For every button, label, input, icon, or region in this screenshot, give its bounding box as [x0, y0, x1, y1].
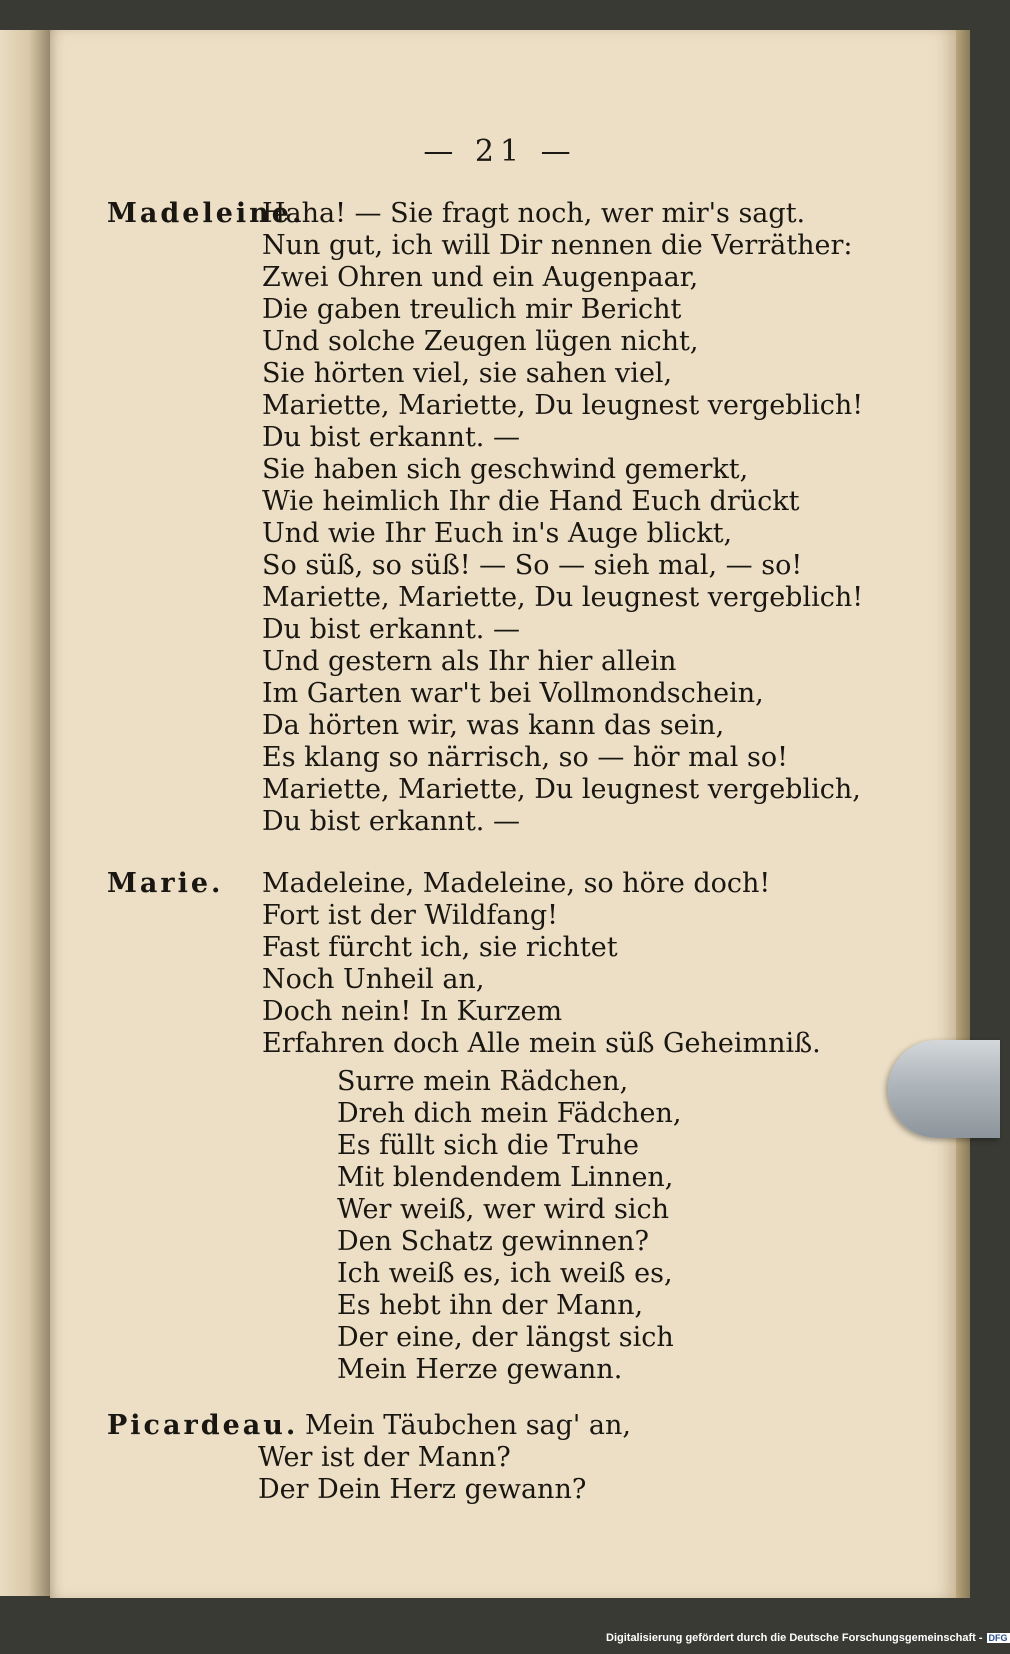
verse-line: Madeleine, Madeleine, so höre doch! — [262, 868, 771, 899]
verse-line: Wie heimlich Ihr die Hand Euch drückt — [262, 486, 800, 517]
verse-line: Zwei Ohren und ein Augenpaar, — [262, 262, 699, 293]
verse-line: Die gaben treulich mir Bericht — [262, 294, 682, 325]
verse-line: Noch Unheil an, — [262, 964, 485, 995]
song-line: Es füllt sich die Truhe — [337, 1130, 639, 1161]
song-line: Den Schatz gewinnen? — [337, 1226, 649, 1257]
verse-line: Mariette, Mariette, Du leugnest vergeblich, — [262, 774, 861, 805]
song-line: Wer weiß, wer wird sich — [337, 1194, 670, 1225]
speaker-madeleine: Madeleine. — [107, 198, 305, 229]
verse-line: Es klang so närrisch, so — hör mal so! — [262, 742, 788, 773]
verse-line: Fort ist der Wildfang! — [262, 900, 558, 931]
verse-line: Sie haben sich geschwind gemerkt, — [262, 454, 749, 485]
verse-line: Fast fürcht ich, sie richtet — [262, 932, 618, 963]
song-line: Ich weiß es, ich weiß es, — [337, 1258, 673, 1289]
credit-text: Digitalisierung gefördert durch die Deutsche Forschungsgemeinschaft - — [606, 1632, 983, 1644]
song-line: Dreh dich mein Fädchen, — [337, 1098, 682, 1129]
song-line: Mein Herze gewann. — [337, 1354, 623, 1385]
book-spine — [0, 30, 52, 1596]
verse-line: Im Garten war't bei Vollmondschein, — [262, 678, 764, 709]
verse-line: Erfahren doch Alle mein süß Geheimniß. — [262, 1028, 821, 1059]
song-line: Surre mein Rädchen, — [337, 1066, 629, 1097]
verse-line: Sie hörten viel, sie sahen viel, — [262, 358, 673, 389]
verse-line: Und gestern als Ihr hier allein — [262, 646, 677, 677]
verse-line: Haha! — Sie fragt noch, wer mir's sagt. — [262, 198, 806, 229]
speaker-marie: Marie. — [107, 868, 224, 899]
song-line: Es hebt ihn der Mann, — [337, 1290, 644, 1321]
verse-line: Wer ist der Mann? — [258, 1442, 511, 1473]
verse-line: So süß, so süß! — So — sieh mal, — so! — [262, 550, 803, 581]
verse-line: Doch nein! In Kurzem — [262, 996, 563, 1027]
song-line: Mit blendendem Linnen, — [337, 1162, 674, 1193]
verse-line: Und solche Zeugen lügen nicht, — [262, 326, 699, 357]
verse-line: Du bist erkannt. — — [262, 422, 520, 453]
verse-line: Und wie Ihr Euch in's Auge blickt, — [262, 518, 733, 549]
verse-line: Der Dein Herz gewann? — [258, 1474, 587, 1505]
page-edge — [956, 30, 970, 1598]
verse-line: Mariette, Mariette, Du leugnest vergeblich! — [262, 390, 864, 421]
verse-line: Da hörten wir, was kann das sein, — [262, 710, 725, 741]
verse-line: Mein Täubchen sag' an, — [305, 1410, 632, 1441]
speaker-picardeau: Picardeau. — [107, 1410, 299, 1441]
verse-line: Du bist erkannt. — — [262, 806, 520, 837]
page-clip — [888, 1040, 1000, 1138]
verse-line: Nun gut, ich will Dir nennen die Verräther: — [262, 230, 853, 261]
song-line: Der eine, der längst sich — [337, 1322, 674, 1353]
dfg-logo: DFG — [988, 1633, 1008, 1643]
verse-line: Du bist erkannt. — — [262, 614, 520, 645]
verse-line: Mariette, Mariette, Du leugnest vergeblich! — [262, 582, 864, 613]
digitization-credit — [606, 1632, 1010, 1644]
page-number: — 21 — — [423, 134, 577, 169]
